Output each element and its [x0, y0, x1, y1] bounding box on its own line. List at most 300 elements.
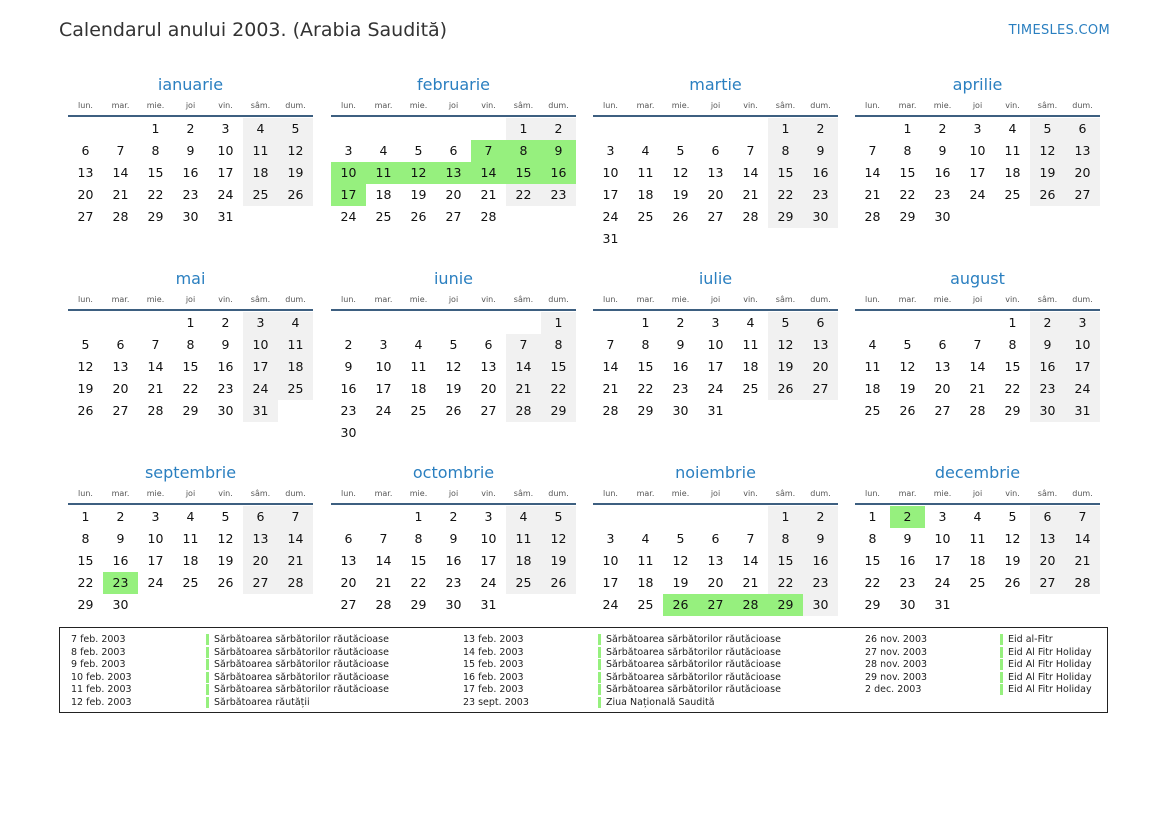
day-cell[interactable]: 16 — [803, 162, 838, 184]
day-cell[interactable]: 3 — [606, 531, 615, 546]
day-cell[interactable]: 23 — [1030, 378, 1065, 400]
day-cell[interactable]: 21 — [147, 381, 164, 396]
day-cell[interactable]: 12 — [445, 359, 462, 374]
day-cell[interactable]: 14 — [742, 553, 759, 568]
day-cell[interactable]: 4 — [1008, 121, 1017, 136]
day-cell[interactable]: 28 — [375, 597, 392, 612]
day-cell[interactable]: 1 — [151, 121, 160, 136]
day-cell[interactable]: 19 — [768, 356, 803, 378]
day-cell[interactable]: 30 — [217, 403, 234, 418]
day-cell[interactable]: 4 — [746, 315, 755, 330]
day-cell[interactable]: 12 — [77, 359, 94, 374]
holiday-day[interactable]: 28 — [733, 594, 768, 616]
day-cell[interactable]: 5 — [1008, 509, 1017, 524]
holiday-day[interactable]: 7 — [471, 140, 506, 162]
day-cell[interactable]: 16 — [803, 550, 838, 572]
day-cell[interactable]: 7 — [1065, 506, 1100, 528]
day-cell[interactable]: 3 — [379, 337, 388, 352]
day-cell[interactable]: 12 — [1030, 140, 1065, 162]
day-cell[interactable]: 3 — [938, 509, 947, 524]
day-cell[interactable]: 21 — [969, 381, 986, 396]
day-cell[interactable]: 20 — [707, 187, 724, 202]
day-cell[interactable]: 13 — [480, 359, 497, 374]
day-cell[interactable]: 7 — [973, 337, 982, 352]
day-cell[interactable]: 30 — [803, 594, 838, 616]
day-cell[interactable]: 3 — [243, 312, 278, 334]
day-cell[interactable]: 21 — [112, 187, 129, 202]
day-cell[interactable]: 2 — [676, 315, 685, 330]
day-cell[interactable]: 10 — [602, 165, 619, 180]
day-cell[interactable]: 6 — [1065, 118, 1100, 140]
day-cell[interactable]: 10 — [243, 334, 278, 356]
day-cell[interactable]: 3 — [344, 143, 353, 158]
day-cell[interactable]: 13 — [1030, 528, 1065, 550]
holiday-day[interactable]: 16 — [541, 162, 576, 184]
holiday-day[interactable]: 17 — [331, 184, 366, 206]
day-cell[interactable]: 21 — [506, 378, 541, 400]
day-cell[interactable]: 17 — [707, 359, 724, 374]
day-cell[interactable]: 10 — [480, 531, 497, 546]
day-cell[interactable]: 19 — [410, 187, 427, 202]
day-cell[interactable]: 14 — [602, 359, 619, 374]
day-cell[interactable]: 15 — [864, 553, 881, 568]
day-cell[interactable]: 24 — [602, 209, 619, 224]
day-cell[interactable]: 27 — [480, 403, 497, 418]
day-cell[interactable]: 15 — [768, 550, 803, 572]
day-cell[interactable]: 5 — [1030, 118, 1065, 140]
day-cell[interactable]: 16 — [340, 381, 357, 396]
day-cell[interactable]: 1 — [506, 118, 541, 140]
day-cell[interactable]: 22 — [506, 184, 541, 206]
day-cell[interactable]: 29 — [768, 206, 803, 228]
day-cell[interactable]: 31 — [480, 597, 497, 612]
day-cell[interactable]: 22 — [768, 184, 803, 206]
day-cell[interactable]: 26 — [278, 184, 313, 206]
day-cell[interactable]: 18 — [1004, 165, 1021, 180]
day-cell[interactable]: 18 — [243, 162, 278, 184]
day-cell[interactable]: 22 — [1004, 381, 1021, 396]
day-cell[interactable]: 23 — [182, 187, 199, 202]
day-cell[interactable]: 10 — [707, 337, 724, 352]
day-cell[interactable]: 2 — [803, 118, 838, 140]
holiday-day[interactable]: 11 — [366, 162, 401, 184]
day-cell[interactable]: 13 — [340, 553, 357, 568]
day-cell[interactable]: 3 — [711, 315, 720, 330]
day-cell[interactable]: 19 — [672, 575, 689, 590]
day-cell[interactable]: 6 — [116, 337, 125, 352]
day-cell[interactable]: 2 — [344, 337, 353, 352]
day-cell[interactable]: 12 — [768, 334, 803, 356]
day-cell[interactable]: 26 — [445, 403, 462, 418]
day-cell[interactable]: 28 — [480, 209, 497, 224]
day-cell[interactable]: 4 — [186, 509, 195, 524]
day-cell[interactable]: 18 — [742, 359, 759, 374]
day-cell[interactable]: 10 — [969, 143, 986, 158]
day-cell[interactable]: 1 — [541, 312, 576, 334]
day-cell[interactable]: 8 — [768, 140, 803, 162]
day-cell[interactable]: 5 — [221, 509, 230, 524]
day-cell[interactable]: 10 — [1065, 334, 1100, 356]
day-cell[interactable]: 24 — [602, 597, 619, 612]
day-cell[interactable]: 10 — [934, 531, 951, 546]
holiday-day[interactable]: 15 — [506, 162, 541, 184]
day-cell[interactable]: 1 — [768, 118, 803, 140]
day-cell[interactable]: 31 — [217, 209, 234, 224]
day-cell[interactable]: 19 — [541, 550, 576, 572]
day-cell[interactable]: 23 — [217, 381, 234, 396]
day-cell[interactable]: 8 — [81, 531, 90, 546]
day-cell[interactable]: 19 — [1030, 162, 1065, 184]
day-cell[interactable]: 22 — [147, 187, 164, 202]
day-cell[interactable]: 12 — [672, 165, 689, 180]
day-cell[interactable]: 3 — [606, 143, 615, 158]
day-cell[interactable]: 9 — [803, 528, 838, 550]
day-cell[interactable]: 20 — [445, 187, 462, 202]
day-cell[interactable]: 8 — [868, 531, 877, 546]
day-cell[interactable]: 1 — [414, 509, 423, 524]
day-cell[interactable]: 17 — [375, 381, 392, 396]
day-cell[interactable]: 26 — [77, 403, 94, 418]
day-cell[interactable]: 22 — [899, 187, 916, 202]
day-cell[interactable]: 6 — [81, 143, 90, 158]
day-cell[interactable]: 6 — [803, 312, 838, 334]
day-cell[interactable]: 4 — [243, 118, 278, 140]
day-cell[interactable]: 20 — [77, 187, 94, 202]
day-cell[interactable]: 18 — [637, 187, 654, 202]
holiday-day[interactable]: 10 — [331, 162, 366, 184]
day-cell[interactable]: 9 — [221, 337, 230, 352]
day-cell[interactable]: 1 — [81, 509, 90, 524]
day-cell[interactable]: 5 — [676, 531, 685, 546]
day-cell[interactable]: 14 — [375, 553, 392, 568]
day-cell[interactable]: 28 — [602, 403, 619, 418]
day-cell[interactable]: 17 — [969, 165, 986, 180]
day-cell[interactable]: 2 — [186, 121, 195, 136]
day-cell[interactable]: 7 — [606, 337, 615, 352]
day-cell[interactable]: 24 — [147, 575, 164, 590]
day-cell[interactable]: 14 — [864, 165, 881, 180]
day-cell[interactable]: 3 — [1065, 312, 1100, 334]
day-cell[interactable]: 12 — [541, 528, 576, 550]
day-cell[interactable]: 16 — [1030, 356, 1065, 378]
day-cell[interactable]: 18 — [278, 356, 313, 378]
day-cell[interactable]: 5 — [903, 337, 912, 352]
site-link[interactable]: TIMESLES.COM — [1008, 23, 1110, 38]
day-cell[interactable]: 11 — [864, 359, 881, 374]
day-cell[interactable]: 29 — [147, 209, 164, 224]
day-cell[interactable]: 4 — [414, 337, 423, 352]
holiday-day[interactable]: 27 — [698, 594, 733, 616]
day-cell[interactable]: 26 — [410, 209, 427, 224]
day-cell[interactable]: 17 — [147, 553, 164, 568]
day-cell[interactable]: 27 — [934, 403, 951, 418]
day-cell[interactable]: 8 — [151, 143, 160, 158]
day-cell[interactable]: 3 — [484, 509, 493, 524]
day-cell[interactable]: 19 — [278, 162, 313, 184]
day-cell[interactable]: 11 — [278, 334, 313, 356]
day-cell[interactable]: 16 — [672, 359, 689, 374]
day-cell[interactable]: 16 — [445, 553, 462, 568]
day-cell[interactable]: 4 — [506, 506, 541, 528]
day-cell[interactable]: 5 — [278, 118, 313, 140]
day-cell[interactable]: 31 — [1065, 400, 1100, 422]
day-cell[interactable]: 24 — [969, 187, 986, 202]
day-cell[interactable]: 28 — [969, 403, 986, 418]
day-cell[interactable]: 24 — [934, 575, 951, 590]
day-cell[interactable]: 14 — [506, 356, 541, 378]
day-cell[interactable]: 30 — [672, 403, 689, 418]
day-cell[interactable]: 30 — [1030, 400, 1065, 422]
holiday-day[interactable]: 23 — [103, 572, 138, 594]
day-cell[interactable]: 8 — [641, 337, 650, 352]
day-cell[interactable]: 21 — [278, 550, 313, 572]
day-cell[interactable]: 16 — [934, 165, 951, 180]
day-cell[interactable]: 10 — [217, 143, 234, 158]
day-cell[interactable]: 13 — [243, 528, 278, 550]
day-cell[interactable]: 18 — [182, 553, 199, 568]
day-cell[interactable]: 25 — [637, 209, 654, 224]
day-cell[interactable]: 20 — [243, 550, 278, 572]
day-cell[interactable]: 14 — [1065, 528, 1100, 550]
day-cell[interactable]: 1 — [1008, 315, 1017, 330]
holiday-day[interactable]: 9 — [541, 140, 576, 162]
day-cell[interactable]: 30 — [112, 597, 129, 612]
day-cell[interactable]: 23 — [803, 572, 838, 594]
day-cell[interactable]: 25 — [375, 209, 392, 224]
day-cell[interactable]: 27 — [1030, 572, 1065, 594]
day-cell[interactable]: 29 — [1004, 403, 1021, 418]
day-cell[interactable]: 5 — [449, 337, 458, 352]
day-cell[interactable]: 10 — [602, 553, 619, 568]
day-cell[interactable]: 13 — [803, 334, 838, 356]
day-cell[interactable]: 5 — [81, 337, 90, 352]
day-cell[interactable]: 20 — [112, 381, 129, 396]
day-cell[interactable]: 10 — [375, 359, 392, 374]
day-cell[interactable]: 26 — [672, 209, 689, 224]
day-cell[interactable]: 6 — [711, 531, 720, 546]
day-cell[interactable]: 26 — [541, 572, 576, 594]
day-cell[interactable]: 9 — [449, 531, 458, 546]
day-cell[interactable]: 24 — [707, 381, 724, 396]
day-cell[interactable]: 25 — [182, 575, 199, 590]
day-cell[interactable]: 6 — [449, 143, 458, 158]
day-cell[interactable]: 8 — [768, 528, 803, 550]
day-cell[interactable]: 17 — [602, 575, 619, 590]
day-cell[interactable]: 24 — [1065, 378, 1100, 400]
day-cell[interactable]: 30 — [934, 209, 951, 224]
day-cell[interactable]: 27 — [803, 378, 838, 400]
day-cell[interactable]: 12 — [672, 553, 689, 568]
day-cell[interactable]: 26 — [899, 403, 916, 418]
day-cell[interactable]: 11 — [637, 553, 654, 568]
day-cell[interactable]: 2 — [116, 509, 125, 524]
day-cell[interactable]: 29 — [541, 400, 576, 422]
day-cell[interactable]: 29 — [637, 403, 654, 418]
day-cell[interactable]: 30 — [803, 206, 838, 228]
day-cell[interactable]: 15 — [768, 162, 803, 184]
day-cell[interactable]: 6 — [938, 337, 947, 352]
day-cell[interactable]: 7 — [379, 531, 388, 546]
day-cell[interactable]: 27 — [77, 209, 94, 224]
day-cell[interactable]: 16 — [112, 553, 129, 568]
day-cell[interactable]: 9 — [344, 359, 353, 374]
day-cell[interactable]: 8 — [541, 334, 576, 356]
day-cell[interactable]: 22 — [637, 381, 654, 396]
day-cell[interactable]: 18 — [969, 553, 986, 568]
day-cell[interactable]: 12 — [217, 531, 234, 546]
day-cell[interactable]: 24 — [375, 403, 392, 418]
day-cell[interactable]: 25 — [742, 381, 759, 396]
day-cell[interactable]: 20 — [340, 575, 357, 590]
day-cell[interactable]: 12 — [278, 140, 313, 162]
day-cell[interactable]: 31 — [602, 231, 619, 246]
day-cell[interactable]: 20 — [480, 381, 497, 396]
day-cell[interactable]: 6 — [1030, 506, 1065, 528]
day-cell[interactable]: 28 — [864, 209, 881, 224]
day-cell[interactable]: 7 — [278, 506, 313, 528]
day-cell[interactable]: 2 — [803, 506, 838, 528]
day-cell[interactable]: 28 — [506, 400, 541, 422]
day-cell[interactable]: 23 — [934, 187, 951, 202]
day-cell[interactable]: 15 — [541, 356, 576, 378]
day-cell[interactable]: 26 — [1004, 575, 1021, 590]
day-cell[interactable]: 25 — [506, 572, 541, 594]
day-cell[interactable]: 10 — [147, 531, 164, 546]
day-cell[interactable]: 4 — [641, 143, 650, 158]
holiday-day[interactable]: 29 — [768, 594, 803, 616]
day-cell[interactable]: 9 — [803, 140, 838, 162]
day-cell[interactable]: 23 — [445, 575, 462, 590]
day-cell[interactable]: 23 — [340, 403, 357, 418]
day-cell[interactable]: 31 — [934, 597, 951, 612]
day-cell[interactable]: 4 — [641, 531, 650, 546]
day-cell[interactable]: 21 — [742, 187, 759, 202]
day-cell[interactable]: 3 — [221, 121, 230, 136]
day-cell[interactable]: 1 — [186, 315, 195, 330]
day-cell[interactable]: 25 — [410, 403, 427, 418]
day-cell[interactable]: 7 — [116, 143, 125, 158]
day-cell[interactable]: 24 — [480, 575, 497, 590]
day-cell[interactable]: 1 — [868, 509, 877, 524]
holiday-day[interactable]: 8 — [506, 140, 541, 162]
day-cell[interactable]: 15 — [899, 165, 916, 180]
day-cell[interactable]: 21 — [864, 187, 881, 202]
day-cell[interactable]: 21 — [480, 187, 497, 202]
holiday-day[interactable]: 2 — [890, 506, 925, 528]
day-cell[interactable]: 6 — [711, 143, 720, 158]
day-cell[interactable]: 26 — [1030, 184, 1065, 206]
day-cell[interactable]: 26 — [217, 575, 234, 590]
day-cell[interactable]: 11 — [1004, 143, 1021, 158]
day-cell[interactable]: 1 — [903, 121, 912, 136]
day-cell[interactable]: 27 — [445, 209, 462, 224]
day-cell[interactable]: 13 — [707, 553, 724, 568]
holiday-day[interactable]: 12 — [401, 162, 436, 184]
day-cell[interactable]: 18 — [864, 381, 881, 396]
day-cell[interactable]: 30 — [182, 209, 199, 224]
day-cell[interactable]: 11 — [182, 531, 199, 546]
day-cell[interactable]: 20 — [1065, 162, 1100, 184]
day-cell[interactable]: 20 — [1030, 550, 1065, 572]
day-cell[interactable]: 4 — [973, 509, 982, 524]
day-cell[interactable]: 22 — [768, 572, 803, 594]
day-cell[interactable]: 22 — [410, 575, 427, 590]
day-cell[interactable]: 23 — [672, 381, 689, 396]
day-cell[interactable]: 27 — [243, 572, 278, 594]
day-cell[interactable]: 15 — [1004, 359, 1021, 374]
day-cell[interactable]: 5 — [541, 506, 576, 528]
day-cell[interactable]: 15 — [637, 359, 654, 374]
day-cell[interactable]: 19 — [217, 553, 234, 568]
day-cell[interactable]: 14 — [147, 359, 164, 374]
day-cell[interactable]: 24 — [217, 187, 234, 202]
day-cell[interactable]: 9 — [903, 531, 912, 546]
day-cell[interactable]: 27 — [1065, 184, 1100, 206]
day-cell[interactable]: 25 — [969, 575, 986, 590]
day-cell[interactable]: 5 — [676, 143, 685, 158]
day-cell[interactable]: 7 — [868, 143, 877, 158]
day-cell[interactable]: 6 — [484, 337, 493, 352]
day-cell[interactable]: 11 — [742, 337, 759, 352]
day-cell[interactable]: 19 — [672, 187, 689, 202]
day-cell[interactable]: 7 — [746, 531, 755, 546]
day-cell[interactable]: 28 — [742, 209, 759, 224]
day-cell[interactable]: 2 — [541, 118, 576, 140]
day-cell[interactable]: 21 — [742, 575, 759, 590]
day-cell[interactable]: 15 — [410, 553, 427, 568]
day-cell[interactable]: 21 — [1065, 550, 1100, 572]
day-cell[interactable]: 25 — [637, 597, 654, 612]
day-cell[interactable]: 13 — [112, 359, 129, 374]
day-cell[interactable]: 12 — [899, 359, 916, 374]
day-cell[interactable]: 12 — [1004, 531, 1021, 546]
day-cell[interactable]: 18 — [375, 187, 392, 202]
day-cell[interactable]: 1 — [641, 315, 650, 330]
day-cell[interactable]: 4 — [278, 312, 313, 334]
day-cell[interactable]: 7 — [506, 334, 541, 356]
day-cell[interactable]: 21 — [375, 575, 392, 590]
day-cell[interactable]: 3 — [151, 509, 160, 524]
day-cell[interactable]: 7 — [746, 143, 755, 158]
day-cell[interactable]: 23 — [541, 184, 576, 206]
day-cell[interactable]: 30 — [445, 597, 462, 612]
day-cell[interactable]: 28 — [147, 403, 164, 418]
day-cell[interactable]: 17 — [480, 553, 497, 568]
day-cell[interactable]: 5 — [414, 143, 423, 158]
day-cell[interactable]: 15 — [182, 359, 199, 374]
day-cell[interactable]: 2 — [221, 315, 230, 330]
day-cell[interactable]: 25 — [1004, 187, 1021, 202]
day-cell[interactable]: 27 — [707, 209, 724, 224]
day-cell[interactable]: 14 — [112, 165, 129, 180]
day-cell[interactable]: 5 — [768, 312, 803, 334]
day-cell[interactable]: 25 — [864, 403, 881, 418]
day-cell[interactable]: 15 — [147, 165, 164, 180]
day-cell[interactable]: 30 — [899, 597, 916, 612]
day-cell[interactable]: 3 — [973, 121, 982, 136]
day-cell[interactable]: 17 — [243, 356, 278, 378]
day-cell[interactable]: 9 — [1030, 334, 1065, 356]
day-cell[interactable]: 22 — [77, 575, 94, 590]
day-cell[interactable]: 22 — [541, 378, 576, 400]
day-cell[interactable]: 23 — [899, 575, 916, 590]
day-cell[interactable]: 16 — [182, 165, 199, 180]
day-cell[interactable]: 2 — [1030, 312, 1065, 334]
day-cell[interactable]: 20 — [934, 381, 951, 396]
day-cell[interactable]: 28 — [112, 209, 129, 224]
day-cell[interactable]: 16 — [217, 359, 234, 374]
day-cell[interactable]: 24 — [243, 378, 278, 400]
